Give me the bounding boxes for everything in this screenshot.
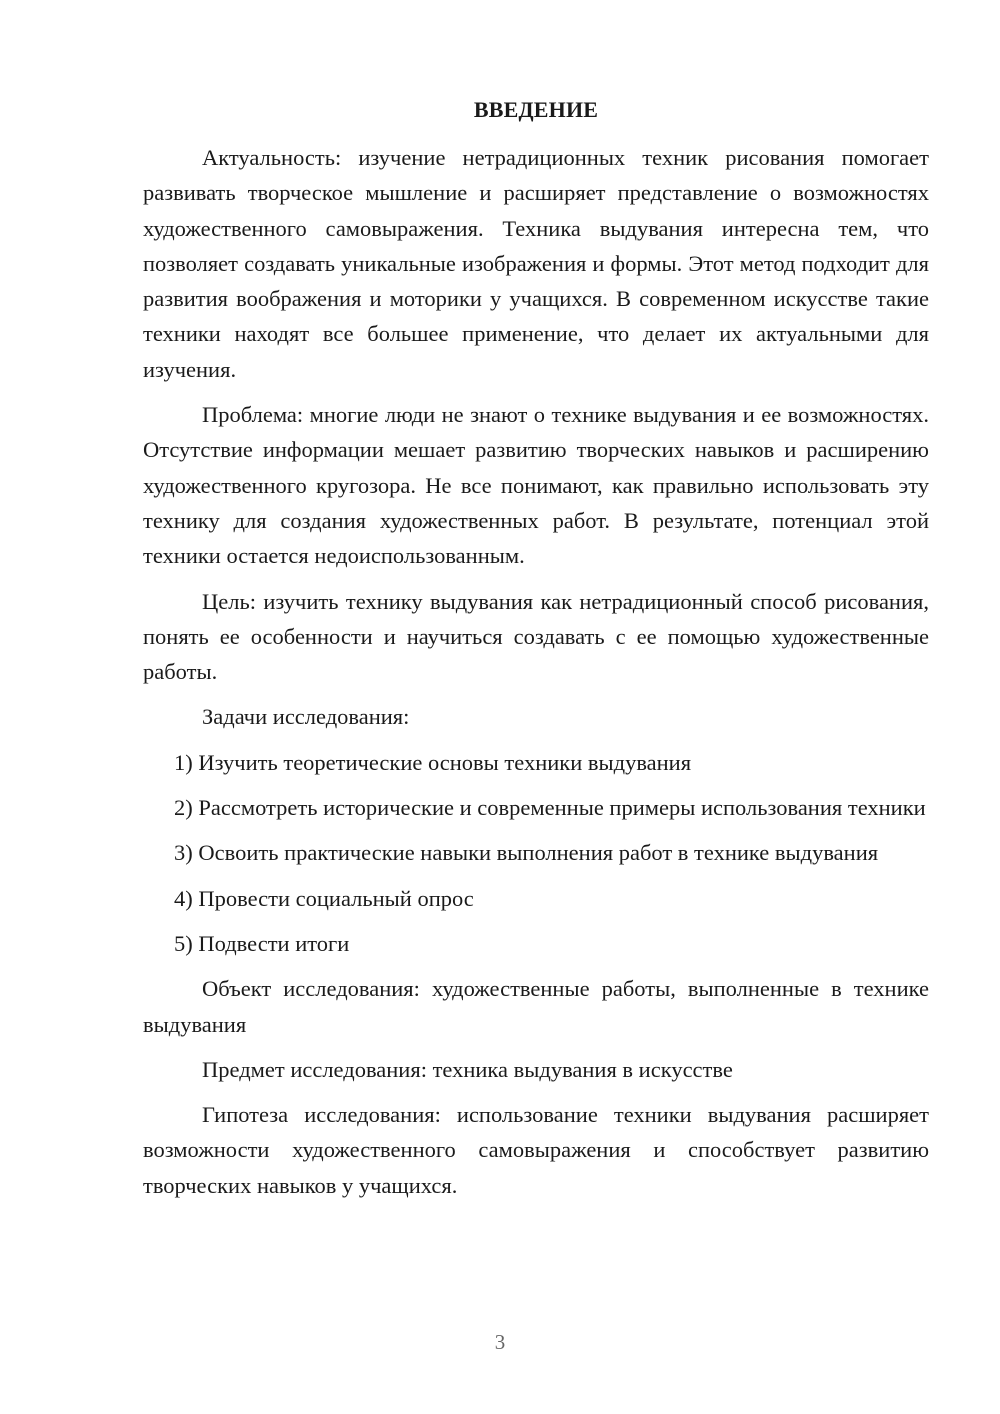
task-item: 3) Освоить практические навыки выполнения работ в технике выдувания: [174, 840, 879, 866]
tasks-heading: Задачи исследования:: [202, 704, 410, 730]
hypothesis-paragraph: Гипотеза исследования: использование техники выдувания расширяет возможности художественного самовыражения и способствует развитию творческих навыков у учащихся.: [143, 1102, 929, 1198]
task-item: 4) Провести социальный опрос: [174, 885, 474, 911]
task-item: 1) Изучить теоретические основы техники выдувания: [174, 749, 692, 775]
goal-paragraph: Цель: изучить технику выдувания как нетрадиционный способ рисования, понять ее особенности и научиться создавать с ее помощью художественные работы.: [143, 588, 929, 685]
page-number: 3: [494, 1330, 506, 1354]
task-item: 2) Рассмотреть исторические и современные примеры использования техники: [174, 795, 926, 821]
task-item: 5) Подвести итоги: [174, 930, 350, 956]
page-title: ВВЕДЕНИЕ: [473, 97, 599, 122]
relevance-paragraph: Актуальность: изучение нетрадиционных техник рисования помогает развивать творческое мышление и расширяет представление о возможностях художественного самовыражения. Техника выдувания интересна тем, что позволяет создавать уникальные изображения и формы. Этот метод подходит для развития воображения и моторики у учащихся. В современном искусстве такие техники находят все большее применение, что делает их актуальными для изучения.: [143, 145, 929, 382]
problem-paragraph: Проблема: многие люди не знают о технике выдувания и ее возможностях. Отсутствие информации мешает развитию творческих навыков и расширению художественного кругозора. Не все понимают, как правильно использовать эту технику для создания художественных работ. В результате, потенциал этой техники остается недоиспользованным.: [143, 402, 929, 569]
document-page: [143, 94, 929, 1203]
object-paragraph: Объект исследования: художественные работы, выполненные в технике выдувания: [143, 976, 929, 1037]
subject-paragraph: Предмет исследования: техника выдувания в искусстве: [202, 1056, 733, 1082]
